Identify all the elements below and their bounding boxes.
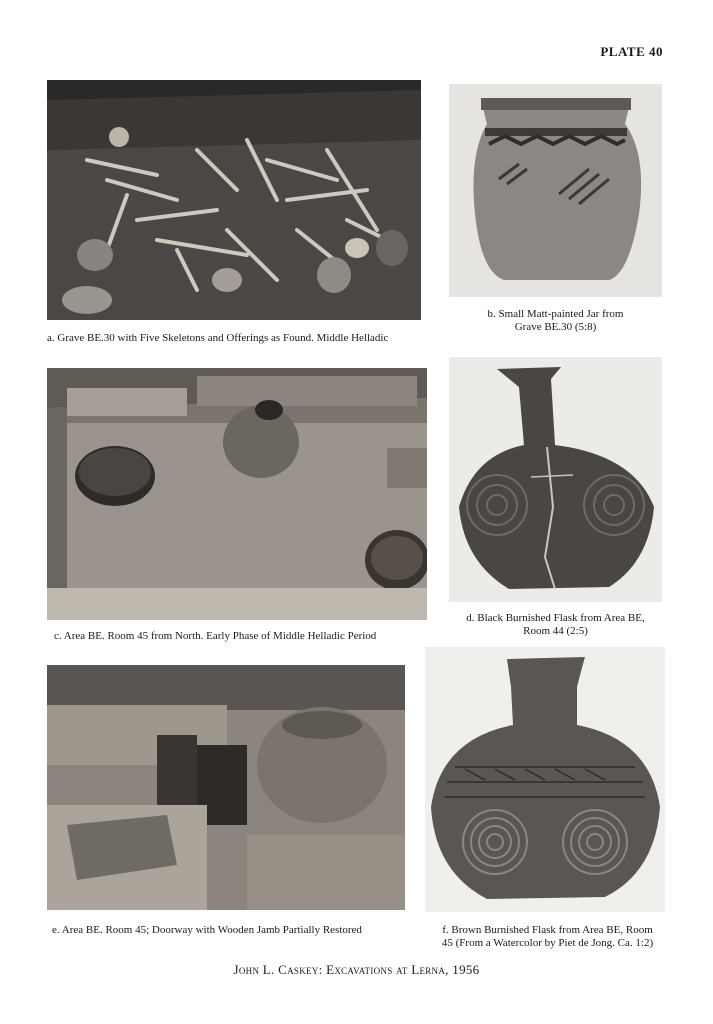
plate-number: PLATE 40 [600, 44, 663, 59]
photo-d-black-burnished-flask [449, 357, 662, 602]
footer-year: , 1956 [445, 962, 480, 977]
caption-d-line-2: Room 44 (2:5) [523, 625, 588, 637]
caption-b-line-2: Grave BE.30 (5:8) [514, 321, 597, 333]
caption-e: e. Area BE. Room 45; Doorway with Wooden Jamb Partially Restored [52, 924, 362, 936]
caption-b [449, 308, 662, 334]
caption-d-line-1: d. Black Burnished Flask from Area BE, [466, 612, 645, 624]
caption-f-line-2: 45 (From a Watercolor by Piet de Jong. Ca. 1:2) [441, 937, 654, 949]
photo-f-brown-burnished-flask [425, 647, 665, 912]
caption-f [415, 924, 680, 950]
photo-b-matt-painted-jar [449, 84, 662, 297]
photo-e-doorway-wooden-jamb [47, 665, 405, 910]
page-footer [0, 962, 713, 978]
photo-a-grave-skeletons [47, 80, 421, 320]
footer-author: John L. Caskey [233, 962, 319, 977]
caption-f-line-1: f. Brown Burnished Flask from Area BE, Room [442, 924, 653, 936]
caption-a: a. Grave BE.30 with Five Skeletons and Offerings as Found. Middle Helladic [47, 332, 389, 344]
caption-c: c. Area BE. Room 45 from North. Early Phase of Middle Helladic Period [54, 630, 377, 642]
caption-b-line-1: b. Small Matt-painted Jar from [487, 308, 624, 320]
photo-c-room-45-north [47, 368, 427, 620]
footer-title: Excavations at Lerna [326, 962, 446, 977]
footer-separator: : [318, 962, 327, 977]
caption-d [449, 612, 662, 638]
